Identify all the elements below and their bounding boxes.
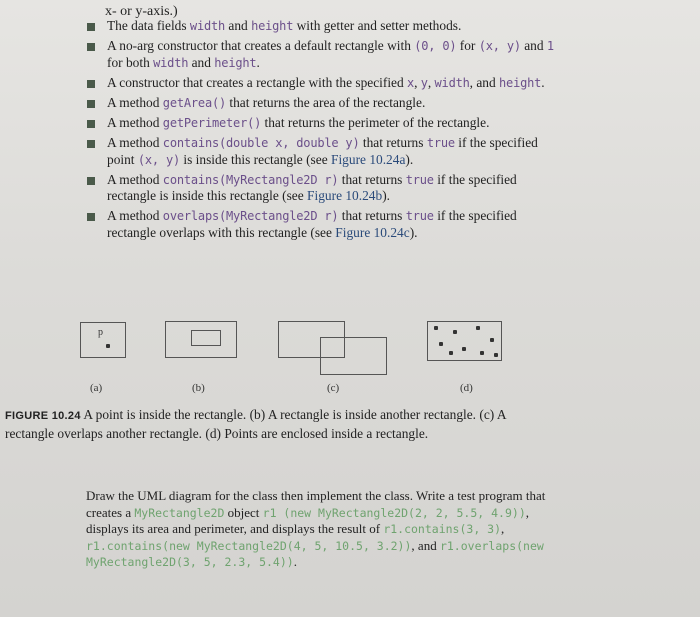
code-span: getArea() (162, 95, 227, 110)
text-span: ). (405, 151, 414, 167)
text-span: for both (107, 54, 154, 70)
point-d (453, 330, 457, 334)
code-span: getPerimeter() (162, 115, 262, 130)
point-d (449, 351, 453, 355)
text-span: . (256, 54, 260, 70)
figure-label-b: (b) (192, 382, 205, 394)
text-span: , displays its area and perimeter, and displays the result of (86, 504, 529, 536)
bullet-item (82, 75, 562, 92)
bullet-square-icon (87, 120, 95, 128)
figure-label-a: (a) (90, 382, 103, 394)
point-d (462, 347, 466, 351)
caption-tag: FIGURE 10.24 (5, 410, 81, 422)
code-span: y (420, 75, 428, 90)
text-span: for (456, 37, 479, 53)
bullet-item (82, 38, 562, 72)
code-span: (x, y) (478, 38, 521, 53)
code-span: 1 (546, 38, 554, 53)
bullet-square-icon (87, 80, 95, 88)
text-span: . (293, 554, 297, 569)
text-span: , and (469, 74, 500, 90)
code-span: height (499, 75, 542, 90)
figure-caption (5, 406, 545, 442)
code-span: contains(double x, double y) (162, 135, 360, 150)
text-span: A method (107, 94, 163, 110)
figure-reference: Figure 10.24c (335, 225, 410, 241)
text-span: if the specified point (107, 134, 538, 167)
text-span: that returns (338, 171, 406, 187)
code-span: width (189, 19, 226, 33)
code-span: r1 (new MyRectangle2D(2, 2, 5.5, 4.9)) (262, 505, 526, 520)
code-span: width (434, 75, 470, 90)
text-span: , (414, 74, 421, 90)
text-span: A method (107, 171, 163, 187)
code-span: r1.contains(3, 3) (383, 522, 502, 536)
point-d (480, 351, 484, 355)
text-span: that returns (359, 134, 427, 150)
text-span: that returns the perimeter of the rectangle. (261, 114, 490, 130)
text-span: that returns the area of the rectangle. (226, 94, 426, 110)
text-span: A method (107, 208, 163, 224)
rect-a (80, 322, 126, 358)
code-span: r1.contains(new MyRectangle2D(4, 5, 10.5, 3.2)) (86, 538, 412, 553)
text-span: A method (107, 114, 163, 130)
caption-text: A point is inside the rectangle. (b) A rectangle is inside another rectangle. (c) A rectangle overlaps another rectangle. (d) Points are enclosed inside a rectangle. (5, 407, 506, 441)
bullet-square-icon (87, 23, 95, 31)
bullet-square-icon (87, 100, 95, 108)
figure-reference: Figure 10.24b (307, 188, 383, 204)
bullet-item (82, 18, 562, 35)
figure-reference: Figure 10.24a (331, 151, 406, 167)
code-span: overlaps(MyRectangle2D r) (162, 209, 339, 224)
figure-label-d: (d) (460, 382, 473, 394)
text-span: if the specified rectangle is inside this rectangle (see (107, 171, 517, 204)
text-span: A method (107, 134, 163, 150)
text-span: . (541, 74, 545, 90)
bullet-square-icon (87, 140, 95, 148)
text-span: and (520, 37, 547, 53)
bullet-item (82, 115, 562, 132)
text-span: that returns (338, 208, 406, 224)
bullet-item (82, 135, 562, 169)
rect-c-second (320, 337, 387, 375)
point-d (439, 342, 443, 346)
text-span: with getter and setter methods. (293, 18, 462, 33)
code-span: true (405, 209, 434, 224)
point-label: p (98, 327, 103, 338)
code-span: true (426, 135, 455, 150)
bullet-square-icon (87, 213, 95, 221)
text-span: The data fields (107, 18, 190, 33)
text-span: and (225, 18, 252, 33)
text-span: Draw the UML diagram for the class then implement the class. Write a test program that creates a (86, 488, 546, 520)
code-span: r1.overlaps(new MyRectangle2D(3, 5, 2.3, 5.4)) (86, 538, 544, 569)
bullet-square-icon (87, 177, 95, 185)
point-a (106, 344, 110, 348)
code-span: x (407, 75, 415, 90)
bullet-item (82, 208, 562, 242)
bullet-list (82, 18, 562, 245)
bullet-item (82, 95, 562, 112)
point-d (434, 326, 438, 330)
code-span: contains(MyRectangle2D r) (162, 172, 339, 187)
text-span: and (188, 54, 215, 70)
code-span: height (214, 55, 257, 70)
point-d (476, 326, 480, 330)
text-span: object (224, 504, 263, 520)
code-span: (x, y) (137, 152, 181, 167)
point-d (490, 338, 494, 342)
code-span: width (153, 55, 189, 70)
figure-10-24 (80, 320, 530, 400)
text-span: , and (411, 537, 440, 553)
text-span: ). (382, 188, 390, 204)
text-span: , (501, 521, 505, 536)
code-span: (0, 0) (414, 38, 457, 53)
text-span: , (427, 74, 435, 90)
text-span: A no-arg constructor that creates a default rectangle with (107, 37, 415, 53)
rect-b-inner (191, 330, 221, 346)
text-span: is inside this rectangle (see (180, 151, 332, 167)
code-span: MyRectangle2D (134, 505, 225, 520)
bullet-item (82, 172, 562, 206)
bullet-square-icon (87, 43, 95, 51)
figure-label-c: (c) (327, 382, 340, 394)
code-span: true (405, 172, 434, 187)
text-span: ). (409, 225, 418, 241)
top-fragment: x- or y-axis.) (105, 4, 178, 19)
text-span: if the specified rectangle overlaps with this rectangle (see (107, 208, 517, 241)
point-d (494, 353, 498, 357)
exercise-text (86, 488, 564, 571)
text-span: A constructor that creates a rectangle with the specified (107, 74, 408, 90)
code-span: height (251, 19, 294, 33)
